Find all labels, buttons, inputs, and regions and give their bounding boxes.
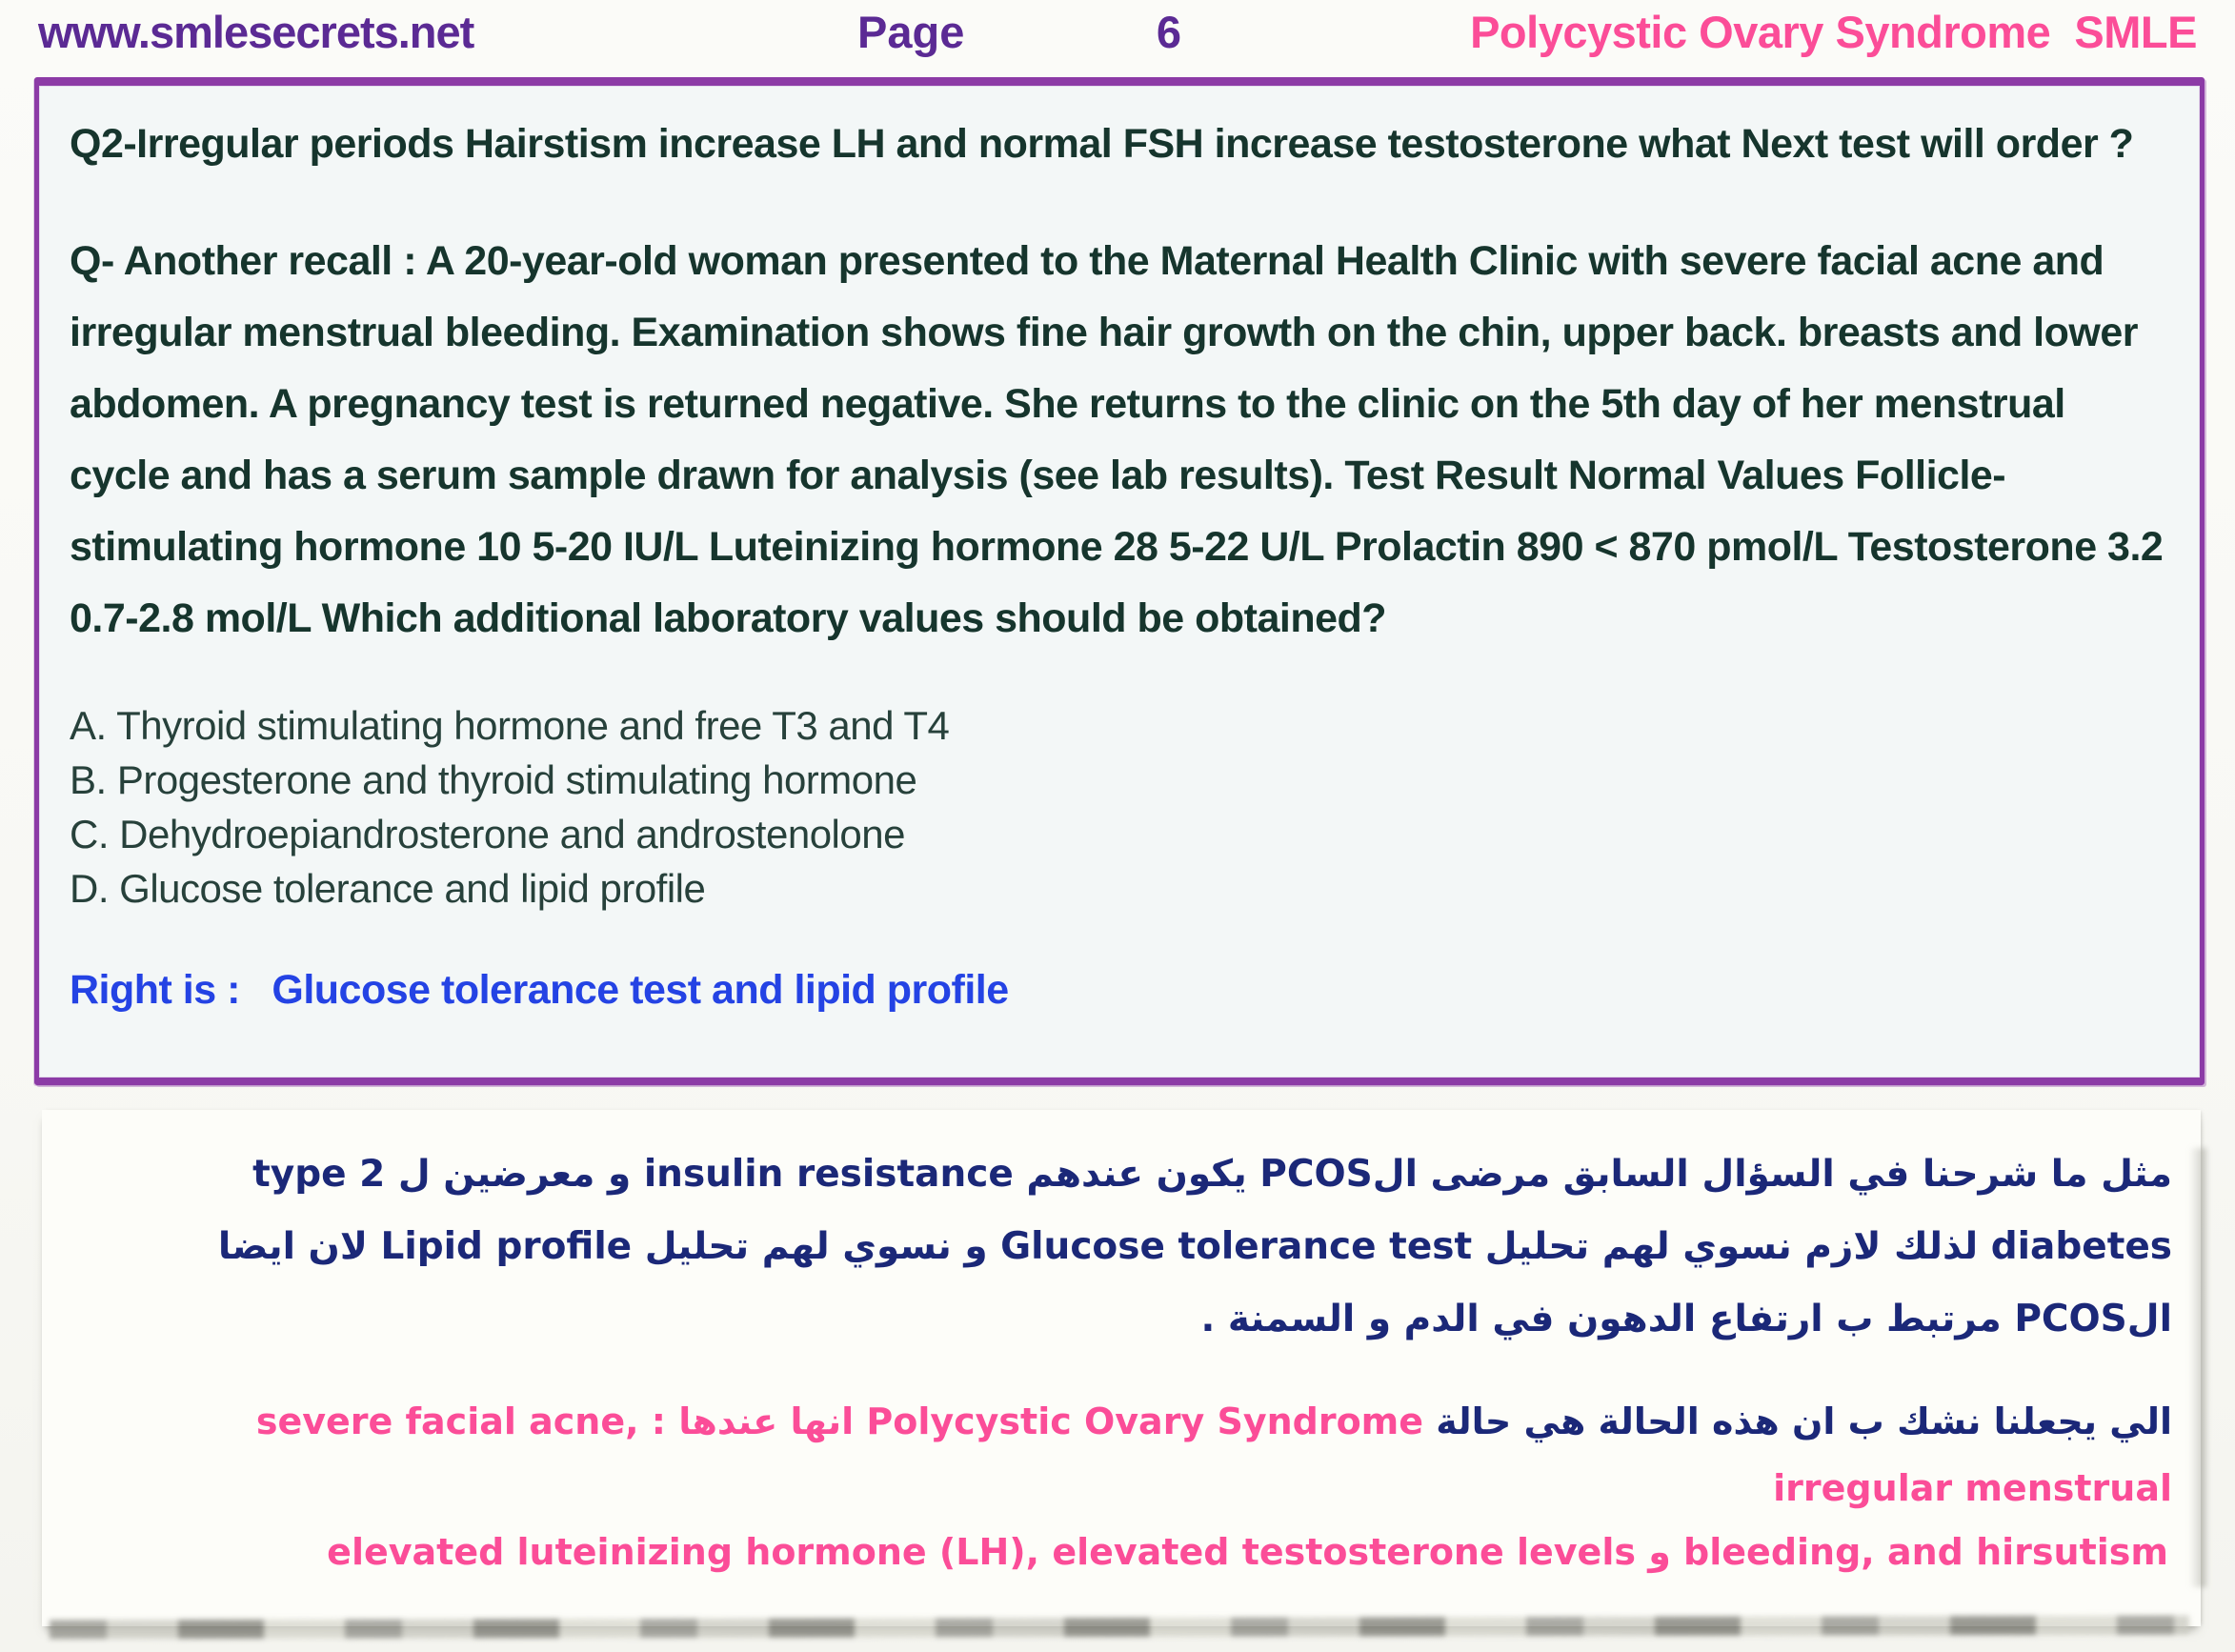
explanation-navy-intro: الي يجعلنا نشك ب ان هذه الحالة هي حالة bbox=[1436, 1400, 2172, 1442]
page-indicator bbox=[857, 6, 1181, 58]
option-b: B. Progesterone and thyroid stimulating hormone bbox=[70, 757, 917, 802]
page-label: Page bbox=[857, 7, 965, 57]
header bbox=[0, 0, 2235, 58]
document-title: Polycystic Ovary Syndrome SMLE bbox=[1470, 7, 2197, 57]
explanation-sheet bbox=[42, 1110, 2201, 1626]
page-number: 6 bbox=[1156, 7, 1181, 57]
question-box bbox=[34, 77, 2205, 1085]
options-list bbox=[70, 698, 2173, 916]
explanation-mixed-line bbox=[70, 1388, 2172, 1521]
site-url: www.smlesecrets.net bbox=[38, 7, 474, 57]
explanation-arabic-paragraph: مثل ما شرحنا في السؤال السابق مرضى الPCOS يكون عندهم insulin resistance و معرضين ل type 2 diabetes لذلك لازم نسوي لهم تحليل Glucose tolerance test و نسوي لهم تحليل Lipid profile لان ايضا الPCOS مرتبط ب ارتفاع الدهون في الدم و السمنة . bbox=[217, 1153, 2172, 1340]
option-d: D. Glucose tolerance and lipid profile bbox=[70, 866, 706, 911]
explanation-pink-line2: elevated luteinizing hormone (LH), elevated testosterone levels و bleeding, and hirsutism bbox=[327, 1531, 2168, 1573]
answer-label: Right is : bbox=[70, 967, 240, 1013]
question-recall: Q- Another recall : A 20-year-old woman presented to the Maternal Health Clinic with severe facial acne and irregular menstrual bleeding. Examination shows fine hair growth on the chin, upper back. breasts and lower abdomen. A pregnancy test is returned negative. She returns to the clinic on the 5th day of her menstrual cycle and has a serum sample drawn for analysis (see lab results). Test Result Normal Values Follicle-stimulating hormone 10 5-20 IU/L Luteinizing hormone 28 5-22 U/L Prolactin 890 < 870 pmol/L Testosterone 3.2 0.7-2.8 mol/L Which additional laboratory values should be obtained? bbox=[70, 238, 2164, 641]
question-q2: Q2-Irregular periods Hairstism increase LH and normal FSH increase testosterone what Next test will order ? bbox=[70, 121, 2134, 167]
answer-text: Glucose tolerance test and lipid profile bbox=[272, 967, 1009, 1013]
explanation-pink-text: Polycystic Ovary Syndrome انها عندها : severe facial acne, irregular menstrual bbox=[255, 1400, 2172, 1509]
scan-smudge-right bbox=[2189, 1148, 2206, 1587]
option-a: A. Thyroid stimulating hormone and free T3 and T4 bbox=[70, 703, 950, 748]
torn-paper-edge bbox=[50, 1616, 2189, 1640]
option-c: C. Dehydroepiandrosterone and androstenolone bbox=[70, 812, 905, 856]
answer-line bbox=[70, 967, 2173, 1014]
